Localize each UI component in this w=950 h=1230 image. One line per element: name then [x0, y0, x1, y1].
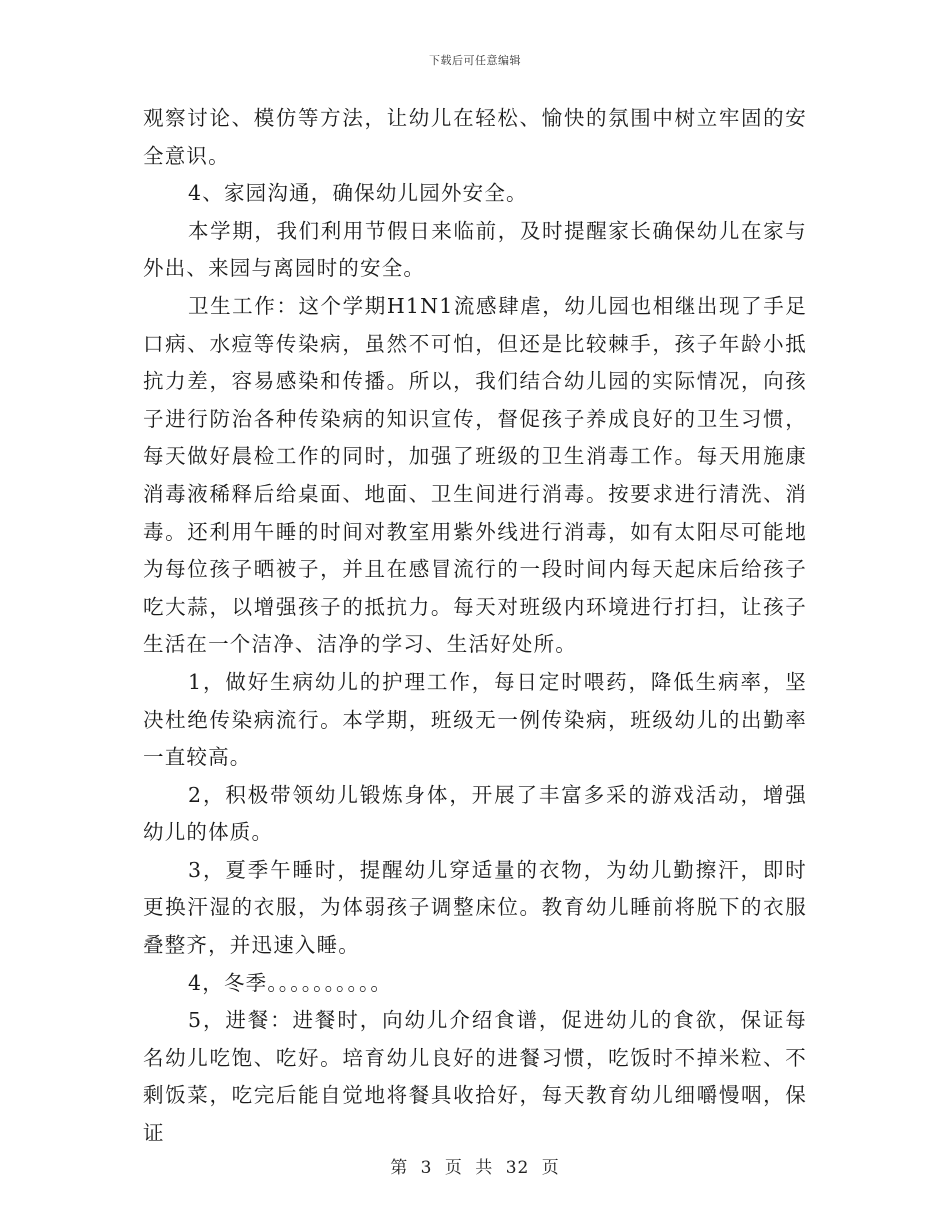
paragraph: 2，积极带领幼儿锻炼身体，开展了丰富多采的游戏活动，增强幼儿的体质。	[143, 782, 807, 845]
paragraph: 3，夏季午睡时，提醒幼儿穿适量的衣物，为幼儿勤擦汗，即时更换汗湿的衣服，为体弱孩子调整床位。教育幼儿睡前将脱下的衣服叠整齐，并迅速入睡。	[143, 857, 807, 958]
paragraph: 观察讨论、模仿等方法，让幼儿在轻松、愉快的氛围中树立牢固的安全意识。	[143, 106, 807, 168]
paragraph: 1，做好生病幼儿的护理工作，每日定时喂药，降低生病率，坚决杜绝传染病流行。本学期，班级无一例传染病，班级幼儿的出勤率一直较高。	[143, 669, 807, 770]
paragraph: 本学期，我们利用节假日来临前，及时提醒家长确保幼儿在家与外出、来园与离园时的安全。	[143, 218, 807, 281]
paragraph: 5，进餐：进餐时，向幼儿介绍食谱，促进幼儿的食欲，保证每名幼儿吃饱、吃好。培育幼儿良好的进餐习惯，吃饭时不掉米粒、不剩饭菜，吃完后能自觉地将餐具收拾好，每天教育幼儿细嚼慢咽，保证	[143, 1008, 807, 1146]
page-footer: 第 3 页 共 32 页	[390, 1158, 560, 1178]
paragraph: 4，冬季。。。。。。。。。。	[188, 970, 393, 995]
page-header-note: 下载后可任意编辑	[429, 54, 521, 67]
paragraph: 卫生工作：这个学期H1N1流感肆虐，幼儿园也相继出现了手足口病、水痘等传染病，虽然不可怕，但还是比较棘手，孩子年龄小抵抗力差，容易感染和传播。所以，我们结合幼儿园的实际情况，向孩子进行防治各种传染病的知识宣传，督促孩子养成良好的卫生习惯，每天做好晨检工作的同时，加强了班级的卫生消毒工作。每天用施康消毒液稀释后给桌面、地面、卫生间进行消毒。按要求进行清洗、消毒。还利用午睡的时间对教室用紫外线进行消毒，如有太阳尽可能地为每位孩子晒被子，并且在感冒流行的一段时间内每天起床后给孩子吃大蒜，以增强孩子的抵抗力。每天对班级内环境进行打扫，让孩子生活在一个洁净、洁净的学习、生活好处所。	[143, 293, 807, 657]
paragraph: 4、家园沟通，确保幼儿园外安全。	[188, 181, 528, 206]
document-body	[143, 100, 807, 1153]
